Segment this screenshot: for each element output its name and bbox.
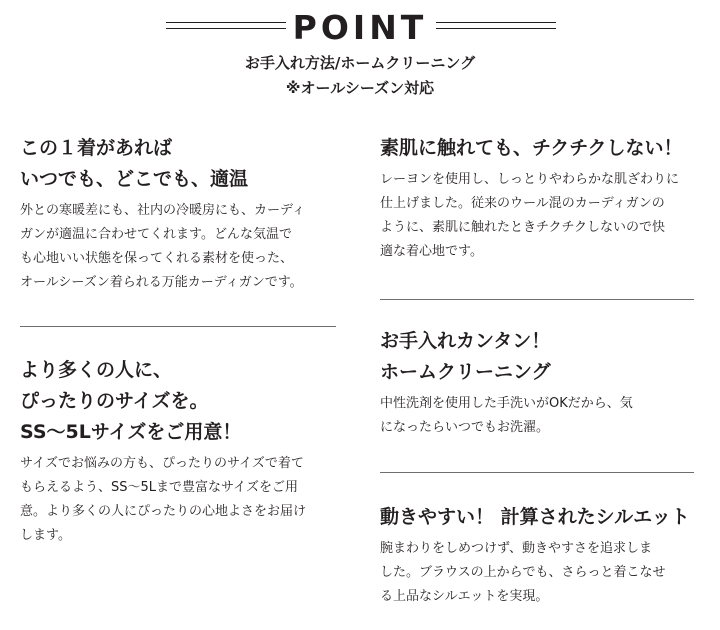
feature-body-line: 腕まわりをしめつけず、動きやすさを追求しま	[380, 541, 652, 556]
feature-body-line: る上品なシルエットを実現。	[380, 589, 549, 604]
title-decoration-right	[436, 22, 556, 29]
section-divider	[380, 299, 694, 300]
feature-heading-line: いつでも、どこでも、適温	[20, 168, 249, 190]
feature-heading-line: 動きやすい！ 計算されたシルエット	[380, 506, 690, 528]
page-title: POINT	[292, 8, 428, 47]
feature-body-line: になったらいつでもお洗濯。	[380, 420, 550, 435]
feature-body-line: します。	[20, 528, 71, 543]
feature-section-no-itch	[380, 133, 695, 264]
section-divider	[20, 326, 336, 327]
season-subtitle: ※オールシーズン対応	[285, 79, 435, 97]
feature-body	[380, 537, 695, 609]
feature-heading	[380, 502, 695, 533]
feature-body-line: 中性洗剤を使用した手洗いがOKだから、気	[380, 396, 633, 411]
feature-body-line: レーヨンを使用し、しっとりやわらかな肌ざわりに	[380, 172, 680, 187]
feature-body-line: オールシーズン着られる万能カーディガンです。	[20, 275, 303, 290]
feature-heading	[380, 133, 695, 164]
feature-body	[20, 452, 340, 548]
feature-body-line: ように、素肌に触れたときチクチクしないので快	[380, 220, 665, 235]
feature-heading	[20, 355, 340, 448]
feature-section-silhouette	[380, 502, 695, 609]
feature-body-line: 意。より多くの人にぴったりの心地よさをお届け	[20, 504, 307, 519]
feature-body-line: も心地いい状態を保ってくれる素材を使った、	[20, 251, 294, 266]
feature-body-line: サイズでお悩みの方も、ぴったりのサイズで着て	[20, 456, 304, 471]
feature-heading-line: この１着があれば	[20, 137, 173, 159]
feature-section-temperature	[20, 133, 340, 295]
feature-section-home-cleaning	[380, 326, 695, 440]
feature-heading	[380, 326, 695, 388]
feature-body-line: ガンが適温に合わせてくれます。どんな気温で	[20, 227, 292, 242]
feature-heading-line: 素肌に触れても、チクチクしない！	[380, 137, 683, 159]
feature-body-line: 外との寒暖差にも、社内の冷暖房にも、カーディ	[20, 203, 305, 218]
feature-body-line: した。ブラウスの上からでも、さらっと着こなせ	[380, 565, 666, 580]
feature-section-sizes	[20, 355, 340, 548]
feature-heading-line: ホームクリーニング	[380, 361, 551, 383]
section-divider	[380, 472, 694, 473]
feature-body-line: 適な着心地です。	[380, 244, 483, 259]
feature-body-line: 仕上げました。従来のウール混のカーディガンの	[380, 196, 665, 211]
feature-body	[20, 199, 340, 295]
feature-body	[380, 168, 695, 264]
feature-heading	[20, 133, 340, 195]
feature-heading-line: SS～5Lサイズをご用意！	[20, 421, 242, 443]
feature-heading-line: ぴったりのサイズを。	[20, 390, 209, 412]
feature-body-line: もらえるよう、SS～5Lまで豊富なサイズをご用	[20, 480, 298, 495]
feature-heading-line: より多くの人に、	[20, 359, 173, 381]
care-method-subtitle: お手入れ方法/ホームクリーニング	[244, 54, 476, 72]
feature-heading-line: お手入れカンタン！	[380, 330, 551, 352]
feature-body	[380, 392, 695, 440]
